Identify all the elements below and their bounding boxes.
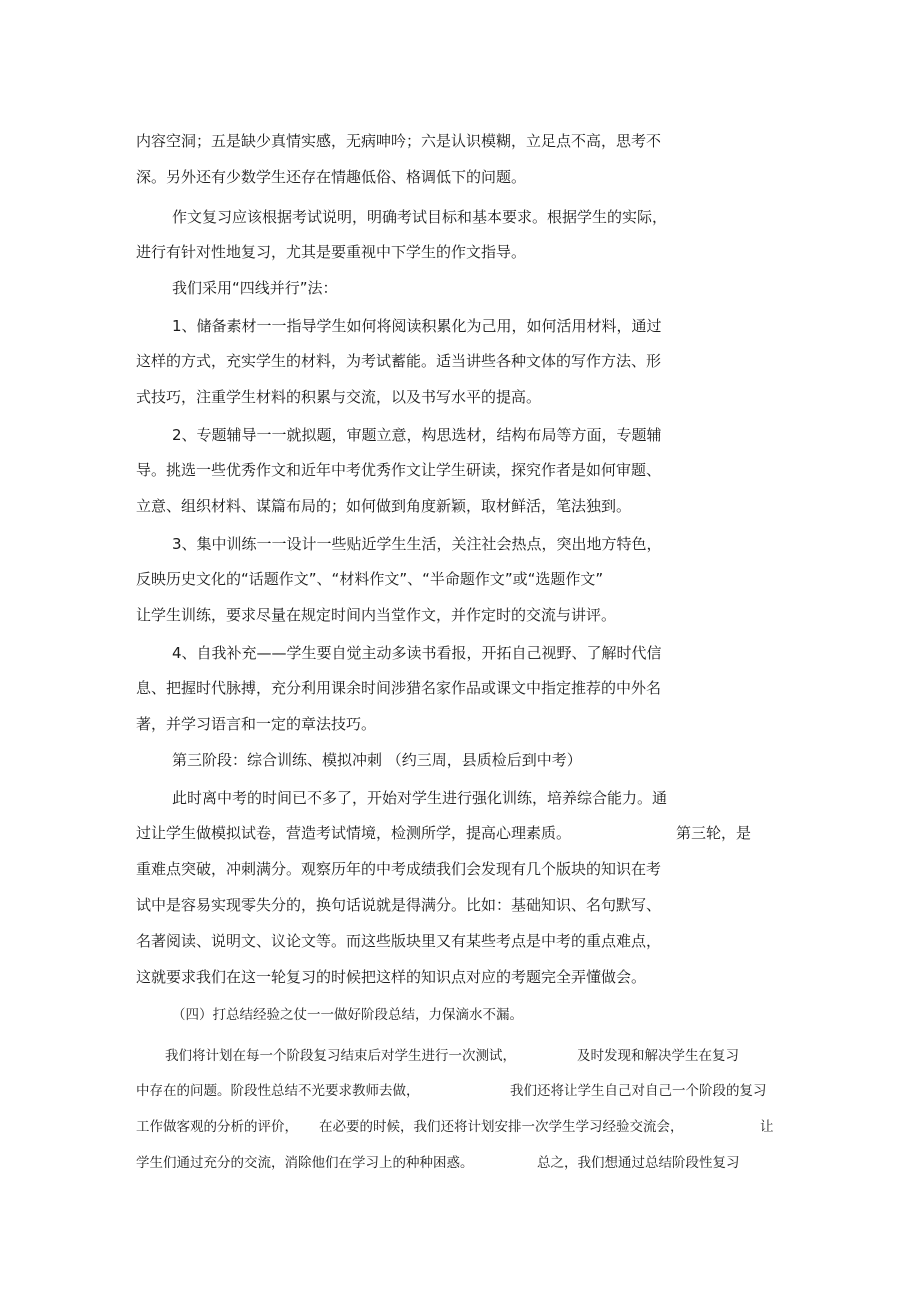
text-line: 总之，我们想通过总结阶段性复习 [537,1155,740,1171]
text-line: 及时发现和解决学生在复习 [577,1048,739,1064]
text-line: 4、自我补充——学生要自觉主动多读书看报，开拓自己视野、了解时代信 [172,644,662,662]
text-line: 此时离中考的时间已不多了，开始对学生进行强化训练，培养综合能力。通 [172,789,668,807]
section-heading: 第三阶段：综合训练、模拟冲刺 （约三周，县质检后到中考） [172,751,582,769]
text-line: 让学生训练，要求尽量在规定时间内当堂作文，并作定时的交流与讲评。 [136,606,617,624]
text-line: 我们将计划在每一个阶段复习结束后对学生进行一次测试， [165,1048,516,1064]
text-line: 重难点突破，冲刺满分。观察历年的中考成绩我们会发现有几个版块的知识在考 [136,860,662,878]
text-line: 第三轮，是 [676,824,752,842]
text-line: 反映历史文化的“话题作文”、“材料作文”、“半命题作文”或“选题作文” [136,570,604,588]
text-line: 内容空洞；五是缺少真情实感，无病呻吟；六是认识模糊，立足点不高，思考不 [136,132,662,150]
text-line: 学生们通过充分的交流，消除他们在学习上的种种困惑。 [136,1155,474,1171]
text-line: 3、集中训练一一设计一些贴近学生生活，关注社会热点，突出地方特色， [172,535,662,553]
section-heading: （四）打总结经验之仗一一做好阶段总结，力保滴水不漏。 [172,1007,523,1023]
text-line: 深。另外还有少数学生还存在情趣低俗、格调低下的问题。 [136,168,527,186]
text-line: 这就要求我们在这一轮复习的时候把这样的知识点对应的考题完全弄懂做会。 [136,968,647,986]
text-line: 我们还将让学生自己对自己一个阶段的复习 [510,1083,767,1099]
text-line: 2、专题辅导一一就拟题，审题立意，构思选材，结构布局等方面，专题辅 [172,426,662,444]
text-line: 试中是容易实现零失分的，换句话说就是得满分。比如：基础知识、名句默写、 [136,896,662,914]
text-line: 中存在的问题。阶段性总结不光要求教师去做， [136,1083,420,1099]
text-line: 进行有针对性地复习，尤其是要重视中下学生的作文指导。 [136,243,527,261]
text-line: 工作做客观的分析的评价， [136,1119,298,1135]
text-line: 式技巧，注重学生材料的积累与交流，以及书写水平的提高。 [136,388,542,406]
text-line: 过让学生做模拟试卷，营造考试情境，检测所学，提高心理素质。 [136,824,572,842]
text-line: 息、把握时代脉搏，充分利用课余时间涉猎名家作品或课文中指定推荐的中外名 [136,679,662,697]
text-line: 这样的方式，充实学生的材料，为考试蓄能。适当讲些各种文体的写作方法、形 [136,352,662,370]
text-line: 名著阅读、说明文、议论文等。而这些版块里又有某些考点是中考的重点难点， [136,932,662,950]
text-line: 立意、组织材料、谋篇布局的；如何做到角度新颖，取材鲜活，笔法独到。 [136,497,632,515]
text-line: 导。挑选一些优秀作文和近年中考优秀作文让学生研读，探究作者是如何审题、 [136,461,662,479]
text-line: 作文复习应该根据考试说明，明确考试目标和基本要求。根据学生的实际， [172,208,668,226]
text-line: 我们采用“四线并行”法： [172,279,338,297]
text-line: 著，并学习语言和一定的章法技巧。 [136,715,377,733]
text-line: 在必要的时候，我们还将计划安排一次学生学习经验交流会， [319,1119,684,1135]
text-line: 让 [760,1119,774,1135]
text-line: 1、储备素材一一指导学生如何将阅读积累化为己用，如何活用材料，通过 [172,317,662,335]
